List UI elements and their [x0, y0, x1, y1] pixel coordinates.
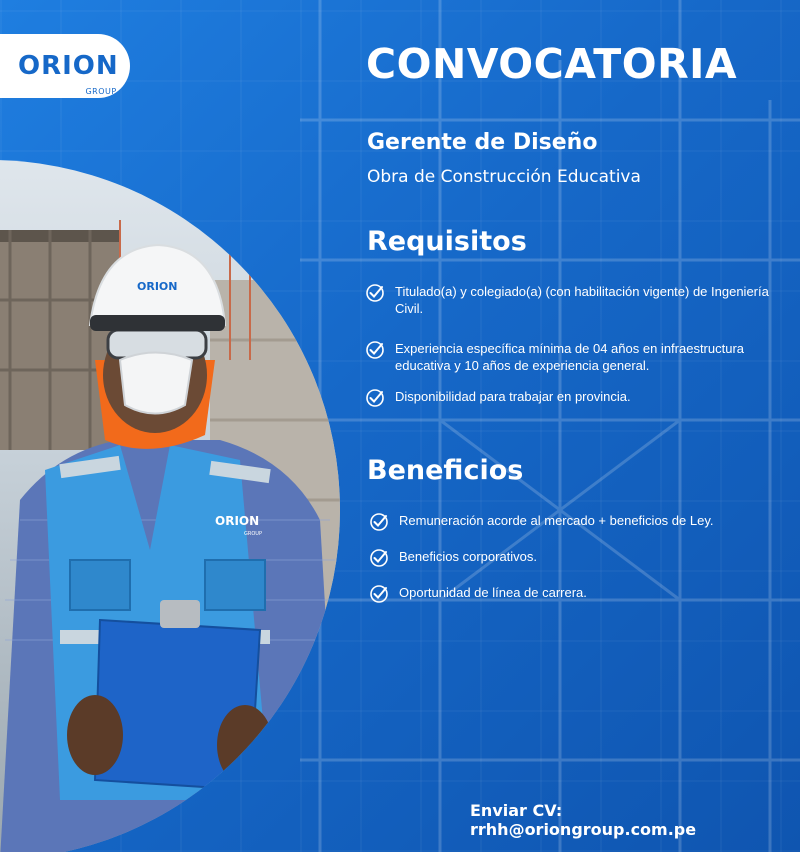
list-item: Disponibilidad para trabajar en provincia. [365, 388, 785, 405]
check-circle-icon [365, 340, 385, 360]
position-subtitle: Obra de Construcción Educativa [367, 167, 641, 187]
list-item: Remuneración acorde al mercado + beneficios de Ley. [369, 512, 789, 529]
check-circle-icon [365, 388, 385, 408]
benefits-list [369, 512, 789, 601]
requirements-list [365, 283, 785, 405]
list-item: Titulado(a) y colegiado(a) (con habilitación vigente) de Ingeniería Civil. [365, 283, 785, 317]
helmet-logo-text: ORION [137, 280, 178, 293]
check-circle-icon [369, 548, 389, 568]
orion-logo [0, 34, 130, 98]
poster-title: CONVOCATORIA [366, 40, 738, 88]
logo-wordmark: ORION GROUP [18, 55, 119, 77]
check-circle-icon [365, 283, 385, 303]
background-building-pattern [300, 0, 800, 852]
contact-label: Enviar CV: [470, 801, 563, 820]
contact-line [470, 801, 800, 839]
check-circle-icon [369, 512, 389, 532]
logo-subtext: GROUP [85, 87, 117, 96]
worker-illustration [0, 160, 340, 852]
position-title: Gerente de Diseño [367, 130, 598, 155]
list-item: Experiencia específica mínima de 04 años en infraestructura educativa y 10 años de experiencia general. [365, 340, 785, 374]
worker-photo [0, 160, 340, 852]
contact-email[interactable]: rrhh@oriongroup.com.pe [470, 820, 697, 839]
list-item: Beneficios corporativos. [369, 548, 789, 565]
list-item: Oportunidad de línea de carrera. [369, 584, 789, 601]
check-circle-icon [369, 584, 389, 604]
requirements-heading: Requisitos [367, 226, 527, 257]
vest-logo-subtext: GROUP [244, 531, 262, 537]
vest-logo-text: ORION [215, 514, 260, 528]
benefits-heading: Beneficios [367, 455, 524, 486]
